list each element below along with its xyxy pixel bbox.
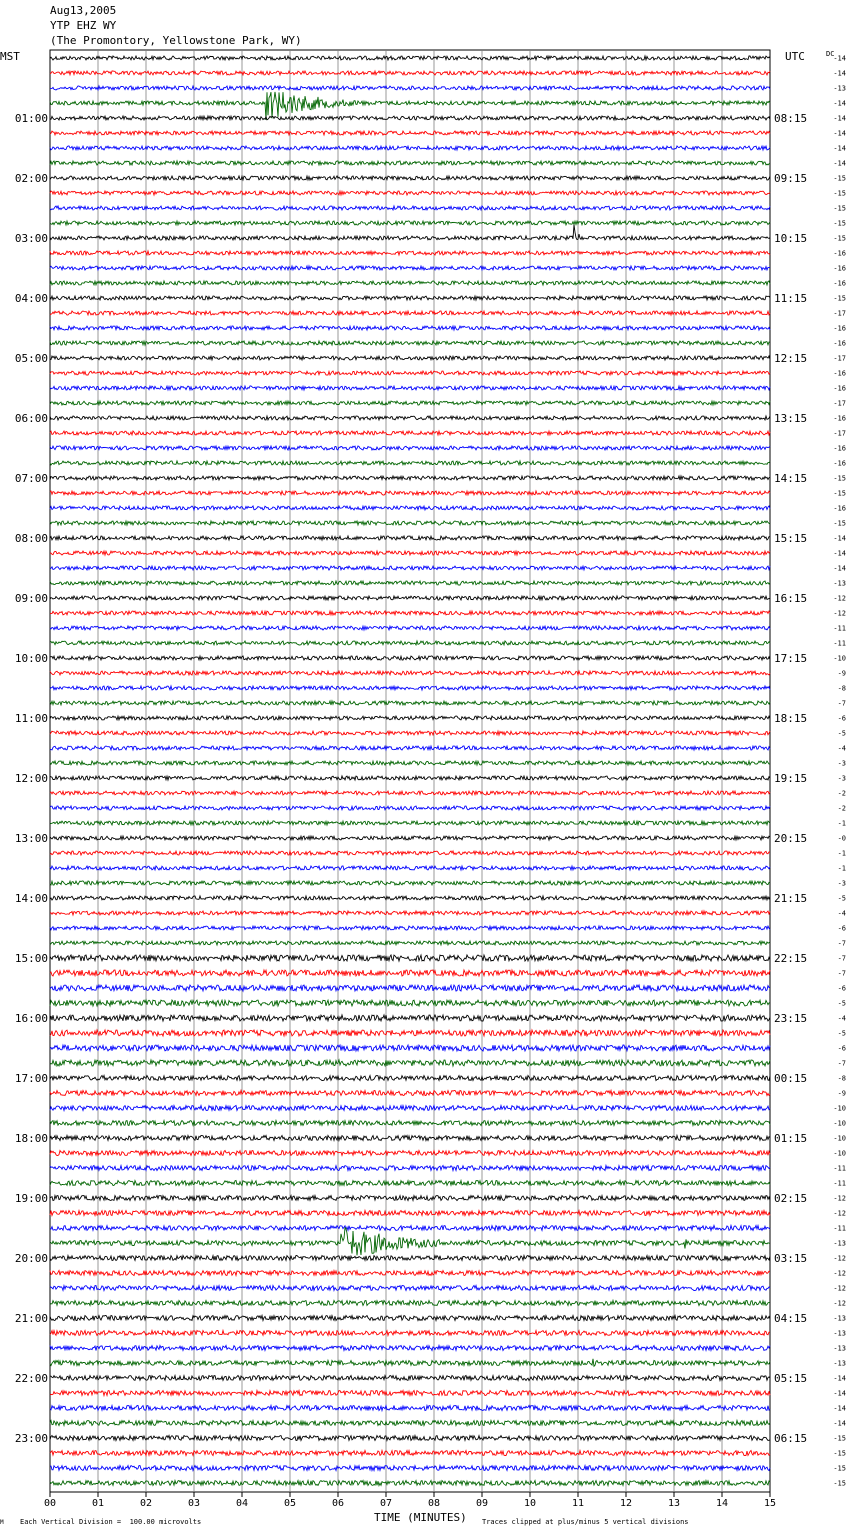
x-tick-label: 11 [571, 1498, 585, 1509]
utc-hour-label: 15:15 [774, 532, 808, 545]
seismic-trace [50, 1228, 770, 1256]
seismic-trace [50, 746, 770, 750]
seismic-trace [50, 371, 770, 375]
x-tick-label: 06 [331, 1498, 345, 1509]
seismic-trace [50, 761, 770, 765]
seismic-trace [50, 581, 770, 585]
utc-hour-label: 06:15 [774, 1432, 808, 1445]
x-tick-label: 05 [283, 1498, 297, 1509]
x-tick-label: 12 [619, 1498, 633, 1509]
x-tick-label: 03 [187, 1498, 201, 1509]
x-tick-label: 08 [427, 1498, 441, 1509]
seismic-trace [50, 311, 770, 315]
dc-offset-label: -13 [833, 579, 846, 588]
dc-offset-label: -16 [833, 369, 846, 378]
seismic-trace [50, 341, 770, 345]
seismic-trace [50, 1436, 770, 1441]
mst-hour-label: 21:00 [14, 1312, 48, 1325]
dc-offset-label: -14 [833, 129, 846, 138]
dc-offset-label: -2 [837, 789, 846, 798]
dc-offset-label: -16 [833, 504, 846, 513]
seismic-trace [50, 1376, 770, 1381]
seismic-trace [50, 491, 770, 495]
dc-offset-label: -3 [837, 774, 846, 783]
dc-offset-label: -15 [833, 219, 846, 228]
dc-offset-label: -12 [833, 1194, 846, 1203]
utc-hour-label: 11:15 [774, 292, 808, 305]
x-tick-label: 01 [91, 1498, 105, 1509]
dc-offset-label: -17 [833, 399, 846, 408]
seismic-trace [50, 116, 770, 120]
clip-note: Traces clipped at plus/minus 5 vertical divisions [482, 1518, 689, 1526]
mst-hour-label: 14:00 [14, 892, 48, 905]
seismic-trace [50, 1316, 770, 1321]
seismic-trace [50, 71, 770, 75]
dc-offset-label: -14 [833, 114, 846, 123]
dc-offset-label: -14 [833, 159, 846, 168]
seismic-trace [50, 206, 770, 210]
seismic-trace [50, 641, 770, 645]
mst-hour-label: 12:00 [14, 772, 48, 785]
seismic-trace [50, 926, 770, 930]
seismic-trace [50, 596, 770, 600]
mst-hour-label: 01:00 [14, 112, 48, 125]
utc-hour-label: 20:15 [774, 832, 808, 845]
utc-hour-label: 13:15 [774, 412, 808, 425]
mst-hour-label: 20:00 [14, 1252, 48, 1265]
seismic-trace [50, 1196, 770, 1201]
utc-hour-label: 22:15 [774, 952, 808, 965]
mst-hour-label: 04:00 [14, 292, 48, 305]
seismic-trace [50, 401, 770, 405]
dc-offset-label: -12 [833, 1284, 846, 1293]
dc-offset-label: -7 [837, 1059, 846, 1068]
dc-offset-label: -10 [833, 1104, 846, 1113]
dc-offset-label: -15 [833, 1464, 846, 1473]
utc-hour-label: 04:15 [774, 1312, 808, 1325]
seismic-trace [50, 626, 770, 630]
dc-offset-label: -10 [833, 1149, 846, 1158]
station-label: YTP EHZ WY [50, 19, 117, 32]
utc-hour-label: 08:15 [774, 112, 808, 125]
seismic-trace [50, 281, 770, 285]
utc-hour-label: 09:15 [774, 172, 808, 185]
seismic-trace [50, 416, 770, 420]
dc-offset-label: -4 [837, 1014, 846, 1023]
seismic-trace [50, 431, 770, 435]
seismic-trace [50, 161, 770, 165]
seismic-trace [50, 296, 770, 300]
utc-hour-label: 10:15 [774, 232, 808, 245]
seismic-trace [50, 731, 770, 735]
dc-offset-label: -14 [833, 534, 846, 543]
dc-offset-label: -14 [833, 549, 846, 558]
mst-hour-label: 11:00 [14, 712, 48, 725]
seismic-trace [50, 1106, 770, 1111]
mst-hour-label: 03:00 [14, 232, 48, 245]
dc-offset-label: -5 [837, 999, 846, 1008]
x-tick-label: 00 [43, 1498, 57, 1509]
utc-hour-label: 14:15 [774, 472, 808, 485]
dc-offset-label: -7 [837, 939, 846, 948]
dc-offset-label: -12 [833, 1269, 846, 1278]
utc-hour-label: 02:15 [774, 1192, 808, 1205]
dc-offset-label: -12 [833, 609, 846, 618]
utc-hour-label: 17:15 [774, 652, 808, 665]
dc-offset-label: -15 [833, 1479, 846, 1488]
seismic-trace [50, 701, 770, 705]
dc-offset-label: -14 [833, 564, 846, 573]
seismic-trace [50, 92, 770, 120]
seismic-trace [50, 461, 770, 465]
dc-offset-label: -16 [833, 249, 846, 258]
seismic-trace [50, 1451, 770, 1456]
dc-offset-label: -5 [837, 894, 846, 903]
mst-hour-label: 05:00 [14, 352, 48, 365]
mst-hour-label: 16:00 [14, 1012, 48, 1025]
utc-hour-label: 16:15 [774, 592, 808, 605]
dc-offset-label: -8 [837, 1074, 846, 1083]
seismic-trace [50, 326, 770, 330]
dc-offset-label: -14 [833, 1419, 846, 1428]
dc-offset-label: -3 [837, 759, 846, 768]
seismic-trace [50, 1226, 770, 1231]
x-tick-label: 14 [715, 1498, 729, 1509]
seismic-trace [50, 1076, 770, 1081]
seismic-trace [50, 716, 770, 720]
seismic-trace [50, 1211, 770, 1216]
seismic-trace [50, 176, 770, 180]
dc-offset-label: -10 [833, 654, 846, 663]
x-tick-label: 09 [475, 1498, 489, 1509]
dc-offset-label: -15 [833, 1449, 846, 1458]
seismic-trace [50, 266, 770, 270]
dc-offset-label: -1 [837, 864, 846, 873]
seismic-trace [50, 1015, 770, 1021]
dc-offset-label: -15 [833, 204, 846, 213]
seismic-trace [50, 1301, 770, 1306]
seismic-trace [50, 686, 770, 690]
mst-hour-label: 06:00 [14, 412, 48, 425]
seismic-trace [50, 506, 770, 510]
mst-hour-label: 10:00 [14, 652, 48, 665]
dc-offset-label: -0 [837, 834, 846, 843]
dc-offset-label: -12 [833, 1209, 846, 1218]
utc-hour-label: 01:15 [774, 1132, 808, 1145]
seismic-trace [50, 806, 770, 810]
dc-offset-label: -16 [833, 459, 846, 468]
seismic-trace [50, 1466, 770, 1471]
dc-offset-label: -15 [833, 519, 846, 528]
mst-hour-label: 22:00 [14, 1372, 48, 1385]
dc-offset-label: -16 [833, 339, 846, 348]
dc-offset-label: -10 [833, 1134, 846, 1143]
dc-offset-label: -15 [833, 174, 846, 183]
seismic-trace [50, 611, 770, 615]
seismic-trace [50, 131, 770, 135]
dc-offset-label: -15 [833, 474, 846, 483]
seismic-trace [50, 551, 770, 555]
dc-offset-label: -13 [833, 1329, 846, 1338]
mst-hour-label: 08:00 [14, 532, 48, 545]
footer-mark: M [0, 1519, 4, 1526]
seismic-trace [50, 536, 770, 540]
scale-note: Each Vertical Division = 100.00 microvolts [20, 1518, 202, 1526]
mst-hour-label: 15:00 [14, 952, 48, 965]
seismic-trace [50, 1421, 770, 1426]
dc-offset-label: -12 [833, 1254, 846, 1263]
mst-hour-label: 17:00 [14, 1072, 48, 1085]
dc-offset-label: -14 [833, 69, 846, 78]
seismic-trace [50, 1136, 770, 1141]
dc-offset-label: -7 [837, 969, 846, 978]
x-tick-label: 13 [667, 1498, 681, 1509]
dc-offset-label: -11 [833, 624, 846, 633]
dc-offset-label: -11 [833, 1179, 846, 1188]
utc-hour-label: 12:15 [774, 352, 808, 365]
mst-hour-label: 23:00 [14, 1432, 48, 1445]
seismic-trace [50, 56, 770, 60]
x-tick-label: 15 [763, 1498, 777, 1509]
dc-offset-label: -15 [833, 1434, 846, 1443]
dc-offset-label: -7 [837, 699, 846, 708]
seismic-trace [50, 776, 770, 780]
seismic-trace [50, 791, 770, 795]
dc-offset-label: -13 [833, 84, 846, 93]
dc-offset-label: -1 [837, 819, 846, 828]
dc-offset-label: -12 [833, 594, 846, 603]
utc-hour-label: 21:15 [774, 892, 808, 905]
seismic-trace [50, 386, 770, 390]
dc-label: DC [826, 50, 835, 58]
seismic-trace [50, 836, 770, 840]
seismic-trace [50, 146, 770, 150]
seismic-trace [50, 1406, 770, 1411]
utc-hour-label: 05:15 [774, 1372, 808, 1385]
utc-hour-label: 18:15 [774, 712, 808, 725]
mst-hour-label: 09:00 [14, 592, 48, 605]
dc-offset-label: -16 [833, 414, 846, 423]
seismic-trace [50, 911, 770, 915]
seismic-trace [50, 1091, 770, 1096]
seismic-trace [50, 671, 770, 675]
dc-offset-label: -13 [833, 1344, 846, 1353]
dc-offset-label: -11 [833, 1224, 846, 1233]
dc-offset-label: -8 [837, 684, 846, 693]
dc-offset-label: -14 [833, 99, 846, 108]
dc-offset-label: -12 [833, 1299, 846, 1308]
seismic-trace [50, 1331, 770, 1336]
seismic-trace [50, 1045, 770, 1051]
dc-offset-label: -11 [833, 639, 846, 648]
seismic-trace [50, 896, 770, 900]
seismic-trace [50, 86, 770, 90]
seismic-trace [50, 1346, 770, 1351]
seismic-trace [50, 356, 770, 360]
dc-offset-label: -14 [833, 1374, 846, 1383]
utc-hour-label: 03:15 [774, 1252, 808, 1265]
seismic-trace [50, 1000, 770, 1006]
dc-offset-label: -16 [833, 444, 846, 453]
seismic-trace [50, 1286, 770, 1291]
seismic-trace [50, 656, 770, 660]
dc-offset-label: -6 [837, 984, 846, 993]
seismic-trace [50, 1271, 770, 1276]
seismic-trace [50, 1256, 770, 1261]
mst-hour-label: 13:00 [14, 832, 48, 845]
dc-offset-label: -14 [833, 1389, 846, 1398]
dc-offset-label: -13 [833, 1314, 846, 1323]
seismic-trace [50, 476, 770, 480]
dc-offset-label: -15 [833, 489, 846, 498]
dc-offset-label: -9 [837, 669, 846, 678]
dc-offset-label: -1 [837, 849, 846, 858]
seismic-trace [50, 225, 770, 240]
seismic-trace [50, 985, 770, 991]
dc-offset-label: -6 [837, 714, 846, 723]
plot-frame [50, 50, 770, 1492]
utc-hour-label: 00:15 [774, 1072, 808, 1085]
dc-offset-label: -4 [837, 909, 846, 918]
dc-offset-label: -7 [837, 954, 846, 963]
dc-offset-label: -15 [833, 189, 846, 198]
dc-offset-label: -15 [833, 234, 846, 243]
seismic-trace [50, 1481, 770, 1486]
x-tick-label: 04 [235, 1498, 249, 1509]
mst-hour-label: 19:00 [14, 1192, 48, 1205]
utc-hour-label: 23:15 [774, 1012, 808, 1025]
dc-offset-label: -6 [837, 1044, 846, 1053]
dc-offset-label: -3 [837, 879, 846, 888]
utc-hour-label: 19:15 [774, 772, 808, 785]
dc-offset-label: -14 [833, 1404, 846, 1413]
seismic-trace [50, 1121, 770, 1126]
seismic-trace [50, 1030, 770, 1036]
seismic-trace [50, 251, 770, 255]
dc-offset-label: -16 [833, 264, 846, 273]
seismic-trace [50, 221, 770, 225]
seismic-trace [50, 446, 770, 450]
x-tick-label: 07 [379, 1498, 393, 1509]
dc-offset-label: -2 [837, 804, 846, 813]
seismic-trace [50, 955, 770, 961]
x-tick-label: 10 [523, 1498, 537, 1509]
seismic-trace [50, 941, 770, 945]
dc-offset-label: -16 [833, 279, 846, 288]
seismic-trace [50, 1181, 770, 1186]
dc-offset-label: -4 [837, 744, 846, 753]
dc-offset-label: -14 [833, 144, 846, 153]
x-tick-label: 02 [139, 1498, 153, 1509]
seismic-trace [50, 566, 770, 570]
seismic-trace [50, 191, 770, 195]
mst-zone-label: MST [0, 50, 20, 63]
dc-offset-label: -6 [837, 924, 846, 933]
seismic-trace [50, 1151, 770, 1156]
dc-offset-label: -14 [833, 54, 846, 63]
date-label: Aug13,2005 [50, 4, 117, 17]
dc-offset-label: -5 [837, 729, 846, 738]
seismic-trace [50, 521, 770, 525]
dc-offset-label: -17 [833, 429, 846, 438]
mst-hour-label: 02:00 [14, 172, 48, 185]
dc-offset-label: -5 [837, 1029, 846, 1038]
seismic-trace [50, 1060, 770, 1066]
mst-hour-label: 18:00 [14, 1132, 48, 1145]
x-axis-title: TIME (MINUTES) [374, 1511, 467, 1524]
location-label: (The Promontory, Yellowstone Park, WY) [50, 34, 302, 47]
dc-offset-label: -17 [833, 354, 846, 363]
seismic-trace [50, 866, 770, 870]
seismic-trace [50, 1359, 770, 1367]
dc-offset-label: -15 [833, 294, 846, 303]
dc-offset-label: -16 [833, 384, 846, 393]
dc-offset-label: -17 [833, 309, 846, 318]
seismic-trace [50, 851, 770, 855]
seismic-trace [50, 881, 770, 885]
utc-zone-label: UTC [785, 50, 805, 63]
seismic-trace [50, 1166, 770, 1171]
seismic-trace [50, 821, 770, 825]
seismic-trace [50, 1391, 770, 1396]
dc-offset-label: -11 [833, 1164, 846, 1173]
dc-offset-label: -10 [833, 1119, 846, 1128]
mst-hour-label: 07:00 [14, 472, 48, 485]
dc-offset-label: -9 [837, 1089, 846, 1098]
dc-offset-label: -16 [833, 324, 846, 333]
dc-offset-label: -13 [833, 1239, 846, 1248]
seismic-trace [50, 970, 770, 976]
dc-offset-label: -13 [833, 1359, 846, 1368]
